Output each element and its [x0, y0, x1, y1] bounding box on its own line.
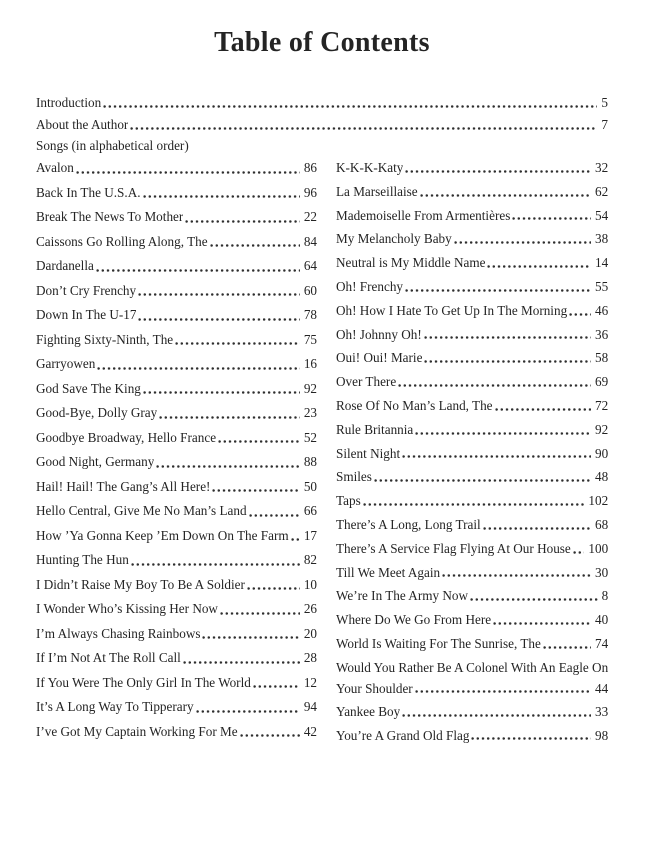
entry-page-number: 50 — [303, 478, 317, 494]
entry-title: Caissons Go Rolling Along, The — [36, 233, 208, 249]
dot-leader — [363, 502, 585, 507]
toc-entry-wrapped — [336, 656, 608, 700]
entry-title: Dardanella — [36, 258, 94, 273]
entry-title: Neutral is My Middle Name — [336, 255, 486, 271]
entry-page-number: 28 — [303, 650, 317, 665]
entry-title: Rule Britannia — [336, 421, 414, 437]
toc-entry — [36, 230, 317, 255]
dot-leader — [415, 689, 591, 694]
songs-section-heading: Songs (in alphabetical order) — [36, 138, 189, 153]
toc-entry — [336, 299, 608, 323]
dot-leader — [212, 488, 299, 493]
entry-title: Smiles — [336, 469, 372, 485]
toc-entry — [336, 489, 608, 513]
entry-title: I’ve Got My Captain Working For Me — [36, 723, 238, 739]
entry-title: Oh! Frenchy — [336, 278, 404, 294]
dot-leader — [196, 709, 300, 714]
toc-entry — [336, 678, 608, 700]
entry-page-number: 84 — [303, 233, 317, 249]
toc-entry — [336, 275, 608, 299]
dot-leader — [442, 573, 591, 578]
toc-entry — [36, 181, 317, 206]
toc-entry — [336, 394, 608, 418]
entry-page-number: 75 — [303, 331, 317, 347]
songs-column-right — [336, 156, 608, 747]
entry-title: We’re In The Army Now — [336, 588, 468, 604]
entry-title: Goodbye Broadway, Hello France — [36, 429, 217, 445]
entry-page-number: 66 — [303, 503, 317, 518]
entry-page-number: 23 — [303, 405, 317, 420]
dot-leader — [470, 597, 598, 602]
toc-entry — [36, 597, 317, 622]
entry-title: It’s A Long Way To Tipperary — [36, 699, 194, 714]
entry-title: Don’t Cry Frenchy — [36, 282, 137, 298]
dot-leader — [103, 104, 597, 109]
entry-page-number: 33 — [594, 703, 609, 719]
entry-title: Down In The U-17 — [36, 307, 137, 322]
toc-entry — [336, 251, 608, 275]
entry-page-number: 86 — [303, 160, 317, 175]
toc-entry — [336, 561, 608, 585]
entry-title: Introduction — [36, 95, 102, 110]
entry-page-number: 55 — [594, 278, 609, 294]
entry-title-line1: Would You Rather Be A Colonel With An Eagle On — [336, 659, 609, 675]
entry-title: Over There — [336, 374, 397, 390]
dot-leader — [220, 611, 300, 616]
dot-leader — [96, 268, 300, 273]
toc-entry — [36, 114, 608, 136]
entry-page-number: 96 — [303, 184, 317, 200]
entry-page-number: 68 — [594, 516, 609, 532]
entry-page-number: 92 — [303, 380, 317, 396]
entry-title: You’re A Grand Old Flag — [336, 727, 470, 743]
entry-title: Avalon — [36, 160, 74, 175]
entry-title: Oh! Johnny Oh! — [336, 326, 422, 342]
toc-entry — [36, 622, 317, 647]
entry-title: About the Author — [36, 117, 129, 132]
entry-page-number: 60 — [303, 282, 317, 298]
toc-entry — [336, 346, 608, 370]
entry-page-number: 98 — [594, 727, 609, 743]
entry-title: Till We Meet Again — [336, 564, 441, 580]
entry-page-number: 40 — [594, 612, 609, 628]
toc-entry — [36, 426, 317, 451]
dot-leader — [405, 169, 591, 174]
toc-entry — [336, 180, 608, 204]
entry-title: Your Shoulder — [336, 680, 413, 696]
entry-page-number: 12 — [303, 674, 317, 690]
dot-leader — [291, 537, 300, 542]
entry-title: I Didn’t Raise My Boy To Be A Soldier — [36, 576, 245, 592]
entry-page-number: 17 — [303, 527, 317, 543]
dot-leader — [493, 621, 591, 626]
entry-page-number: 102 — [588, 493, 609, 509]
toc-entry — [336, 442, 608, 466]
entry-page-number: 14 — [594, 255, 609, 271]
toc-entry — [36, 92, 608, 114]
entry-page-number: 92 — [594, 421, 609, 437]
entry-page-number: 58 — [594, 350, 609, 366]
entry-page-number: 5 — [601, 95, 608, 110]
dot-leader — [420, 193, 591, 198]
dot-leader — [247, 586, 300, 591]
entry-page-number: 74 — [594, 635, 609, 651]
entry-page-number: 16 — [303, 356, 317, 371]
dot-leader — [402, 454, 591, 459]
dot-leader — [143, 390, 300, 395]
entry-page-number: 38 — [594, 231, 609, 247]
entry-title: Mademoiselle From Armentières — [336, 207, 511, 223]
toc-entry — [336, 418, 608, 442]
entry-page-number: 32 — [594, 160, 609, 175]
toc-entry — [36, 450, 317, 475]
entry-page-number: 72 — [594, 397, 609, 413]
toc-entry — [36, 695, 317, 720]
dot-leader — [143, 194, 300, 199]
toc-entry — [336, 632, 608, 656]
entry-title: Fighting Sixty-Ninth, The — [36, 331, 174, 347]
entry-page-number: 26 — [303, 601, 317, 616]
entry-page-number: 94 — [303, 699, 317, 714]
entry-page-number: 88 — [303, 454, 317, 469]
toc-entry — [36, 548, 317, 573]
entry-title: Yankee Boy — [336, 703, 401, 719]
toc-entry — [36, 720, 317, 745]
entry-page-number: 20 — [303, 625, 317, 641]
toc-entry — [336, 370, 608, 394]
entry-title: There’s A Long, Long Trail — [336, 516, 481, 532]
toc-entry — [36, 401, 317, 426]
dot-leader — [249, 513, 300, 518]
entry-title: My Melancholy Baby — [336, 231, 452, 247]
entry-title: Hunting The Hun — [36, 552, 129, 567]
dot-leader — [495, 407, 591, 412]
dot-leader — [183, 660, 300, 665]
dot-leader — [402, 713, 591, 718]
toc-entry — [336, 156, 608, 180]
entry-page-number: 64 — [303, 258, 317, 273]
dot-leader — [424, 359, 591, 364]
dot-leader — [374, 478, 591, 483]
entry-page-number: 8 — [601, 588, 609, 604]
entry-page-number: 69 — [594, 374, 609, 390]
toc-entry — [36, 499, 317, 524]
dot-leader — [159, 415, 300, 420]
entry-page-number: 7 — [601, 117, 608, 132]
entry-title: K-K-K-Katy — [336, 160, 404, 175]
entry-page-number: 82 — [303, 552, 317, 567]
dot-leader — [471, 736, 591, 741]
entry-page-number: 90 — [594, 445, 609, 461]
toc-entry — [36, 352, 317, 377]
toc-entry — [336, 724, 608, 748]
entry-title: Where Do We Go From Here — [336, 612, 492, 628]
entry-page-number: 10 — [303, 576, 317, 592]
dot-leader — [138, 292, 300, 297]
entry-page-number: 44 — [594, 680, 609, 696]
songs-column-left — [36, 156, 317, 744]
entry-page-number: 42 — [303, 723, 317, 739]
entry-page-number: 36 — [594, 326, 609, 342]
entry-title: World Is Waiting For The Sunrise, The — [336, 635, 541, 651]
entry-page-number: 52 — [303, 429, 317, 445]
entry-title: If I’m Not At The Roll Call — [36, 650, 181, 665]
toc-entry — [336, 204, 608, 228]
toc-entry — [36, 377, 317, 402]
entry-title: Back In The U.S.A. — [36, 184, 141, 200]
entry-title: Oui! Oui! Marie — [336, 350, 423, 366]
toc-entry — [36, 328, 317, 353]
entry-title: Good Night, Germany — [36, 454, 155, 469]
entry-title: Hail! Hail! The Gang’s All Here! — [36, 478, 211, 494]
dot-leader — [131, 562, 300, 567]
entry-page-number: 48 — [594, 469, 609, 485]
dot-leader — [175, 341, 300, 346]
dot-leader — [454, 240, 591, 245]
entry-title: God Save The King — [36, 380, 141, 396]
dot-leader — [398, 383, 591, 388]
entry-page-number: 78 — [303, 307, 317, 322]
dot-leader — [76, 170, 300, 175]
dot-leader — [156, 464, 300, 469]
dot-leader — [569, 312, 591, 317]
entry-title: Break The News To Mother — [36, 209, 184, 224]
entry-page-number: 22 — [303, 209, 317, 224]
entry-title: Silent Night — [336, 445, 401, 461]
toc-entry — [36, 156, 317, 181]
entry-page-number: 54 — [594, 207, 609, 223]
dot-leader — [543, 645, 591, 650]
toc-entry — [36, 475, 317, 500]
toc-entry — [336, 608, 608, 632]
dot-leader — [487, 264, 591, 269]
page-title: Table of Contents — [214, 27, 430, 58]
toc-entry — [36, 671, 317, 696]
toc-entry — [36, 254, 317, 279]
toc-entry — [336, 513, 608, 537]
dot-leader — [130, 126, 597, 131]
toc-entry — [36, 279, 317, 304]
entry-title: How ’Ya Gonna Keep ’Em Down On The Farm — [36, 527, 289, 543]
entry-title: Rose Of No Man’s Land, The — [336, 397, 493, 413]
toc-entry — [336, 323, 608, 347]
toc-entry — [36, 573, 317, 598]
entry-title: La Marseillaise — [336, 183, 418, 199]
dot-leader — [415, 431, 591, 436]
toc-entry — [336, 584, 608, 608]
entry-page-number: 62 — [594, 183, 609, 199]
entry-page-number: 46 — [594, 302, 609, 318]
entry-title: Taps — [336, 493, 361, 509]
entry-title: Oh! How I Hate To Get Up In The Morning — [336, 302, 568, 318]
dot-leader — [424, 335, 591, 340]
toc-entry — [36, 205, 317, 230]
dot-leader — [97, 366, 299, 371]
entry-title: Garryowen — [36, 356, 96, 371]
dot-leader — [240, 733, 300, 738]
toc-entry — [36, 646, 317, 671]
dot-leader — [405, 288, 591, 293]
toc-entry — [36, 524, 317, 549]
dot-leader — [483, 526, 591, 531]
entry-title: Hello Central, Give Me No Man’s Land — [36, 503, 247, 518]
toc-entry — [336, 537, 608, 561]
dot-leader — [202, 635, 299, 640]
toc-entry — [336, 227, 608, 251]
dot-leader — [138, 317, 299, 322]
dot-leader — [573, 550, 585, 555]
dot-leader — [210, 243, 300, 248]
songs-columns — [36, 156, 608, 747]
entry-title: Good-Bye, Dolly Gray — [36, 405, 158, 420]
toc-entry — [336, 465, 608, 489]
entry-title: I’m Always Chasing Rainbows — [36, 625, 201, 641]
toc-entry — [36, 303, 317, 328]
dot-leader — [218, 439, 300, 444]
dot-leader — [512, 216, 591, 221]
entry-page-number: 30 — [594, 564, 609, 580]
entry-page-number: 100 — [588, 540, 609, 556]
entry-title: There’s A Service Flag Flying At Our House — [336, 540, 571, 556]
entry-title: I Wonder Who’s Kissing Her Now — [36, 601, 218, 616]
dot-leader — [253, 684, 300, 689]
toc-entry — [336, 700, 608, 724]
front-matter-list — [36, 92, 608, 136]
dot-leader — [185, 219, 300, 224]
page-content — [36, 0, 608, 747]
entry-title: If You Were The Only Girl In The World — [36, 674, 251, 690]
